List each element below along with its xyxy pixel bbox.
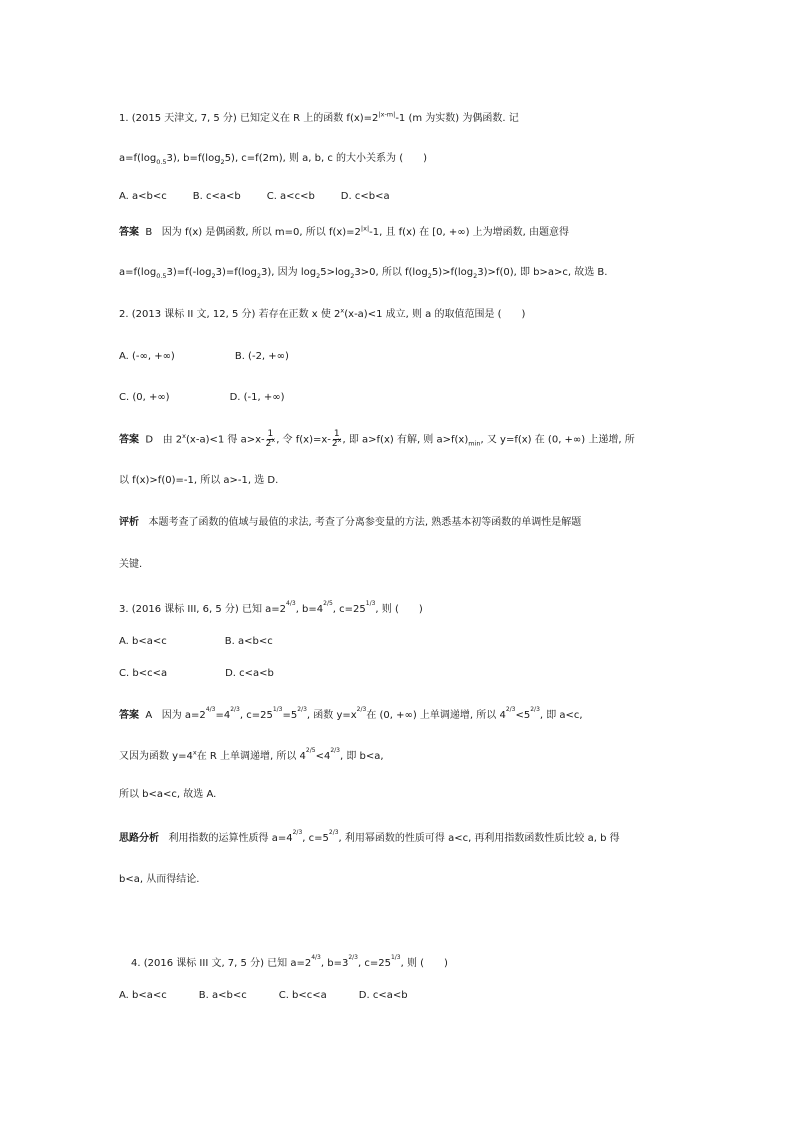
q2-answer-line1 [119,430,635,449]
text: , 令 f(x)=x- [276,434,331,446]
option-c: C. b<c<a [119,668,168,679]
option-c: C. b<c<a [278,990,327,1001]
q3-answer-line2 [119,747,384,765]
subscript: 2 [350,272,355,280]
option-a: A. b<a<c [119,990,167,1001]
text: 2 [265,439,272,449]
text: 3)=f(log [215,267,257,278]
subscript: min [468,439,481,448]
option-b: B. (-2, +∞) [234,351,289,362]
text: 以 f(x)>f(0)=-1, 所以 a>-1, 选 D. [119,475,279,486]
q2-answer-line2 [119,474,278,488]
exponent: 1/3 [272,706,283,713]
text: 5), c=f(2m), 则 a, b, c 的大小关系为 ( ) [224,153,427,164]
text: 在 R 上单调递增, 所以 4 [196,751,306,762]
fraction-numerator: 1 [333,429,340,439]
text: , 函数 y=x [306,710,357,721]
exponent: 2/5 [323,600,333,607]
fraction-denominator [265,436,276,449]
text: <4 [315,751,331,762]
q3-answer-line1 [119,706,583,724]
idea-label: 思路分析 [119,833,159,844]
exponent: 2/3 [356,706,367,713]
q1-stem-line2 [119,152,427,166]
text: (x-a)<1 成立, 则 a 的取值范围是 ( ) [344,309,526,320]
q3-idea-line2 [119,873,199,887]
text: 3>0, 所以 f(log [354,267,428,278]
q3-stem [119,600,423,618]
q1-answer-line1 [119,226,569,240]
option-a: A. (-∞, +∞) [119,351,175,362]
text: , 则 ( ) [375,604,423,615]
text: <5 [515,710,531,721]
answer-letter: D [145,434,154,446]
exponent: 2/3 [292,829,303,836]
option-d: D. c<b<a [340,191,390,202]
option-c: C. (0, +∞) [119,392,170,403]
option-a: A. b<a<c [119,636,167,647]
option-b: B. c<a<b [192,191,241,202]
text: 所以 b<a<c, 故选 A. [119,789,217,800]
exponent: 4/3 [205,706,216,713]
text: -1 (m 为实数) 为偶函数. 记 [395,113,519,124]
text: , c=25 [239,710,273,721]
text: , c=25 [357,958,391,969]
answer-label: 答案 [119,434,139,446]
option-d: D. (-1, +∞) [229,392,285,403]
option-a: A. a<b<c [119,191,167,202]
comment-label: 评析 [119,517,139,528]
text: 4. (2016 课标 III 文, 7, 5 分) 已知 a=2 [131,958,312,969]
text: 3), b=f(log [166,153,221,164]
q3-idea-line1 [119,829,620,847]
text: 3)=f(-log [166,267,212,278]
answer-letter: A [145,710,153,721]
text: -1, 且 f(x) 在 [0, +∞) 上为增函数, 由题意得 [369,227,570,238]
text: 5>log [320,267,351,278]
text: , 则 ( ) [400,958,448,969]
exponent: x [182,432,187,441]
fraction-denominator [331,436,342,449]
text: =5 [282,710,298,721]
text: 关键. [119,559,143,570]
exponent: 2/5 [305,747,316,754]
exponent: 2/3 [348,954,358,961]
option-b: B. a<b<c [198,990,247,1001]
text: 3), 因为 log [261,267,317,278]
q3-options-row1 [119,635,273,649]
exponent: x [192,748,197,757]
text: 3. (2016 课标 III, 6, 5 分) 已知 a=2 [119,604,287,615]
q1-stem-line1 [119,112,519,126]
q1-answer-line2 [119,266,607,280]
text: , 即 a>f(x) 有解, 则 a>f(x) [342,434,469,446]
q2-comment-line1 [119,516,581,530]
text: , 即 b<a, [339,751,384,762]
subscript: 2 [256,272,262,280]
option-c: C. a<c<b [266,191,315,202]
text: , 即 a<c, [539,710,583,721]
q2-options-row1 [119,350,289,364]
q4-stem [131,954,448,972]
exponent: 1/3 [390,954,401,961]
option-b: B. a<b<c [224,636,273,647]
text: , b=4 [295,604,324,615]
subscript: 2 [427,272,432,280]
text: 2 [331,439,338,449]
fraction-numerator: 1 [267,429,274,439]
subscript: 0.5 [156,158,167,166]
exponent: 2/3 [505,706,516,713]
exponent: 2/3 [530,706,540,713]
text: 1. (2015 天津文, 7, 5 分) 已知定义在 R 上的函数 f(x)=2 [119,113,379,124]
exponent: 4/3 [286,600,296,607]
exponent: 2/3 [328,829,339,836]
text: 2. (2013 课标 II 文, 12, 5 分) 若存在正数 x 使 2 [119,309,341,320]
text: =4 [215,710,231,721]
text: , 又 y=f(x) 在 (0, +∞) 上递增, 所 [480,434,635,446]
exponent: x [337,436,342,444]
answer-letter: B [145,227,153,238]
text: , c=5 [302,833,329,844]
subscript: 2 [316,272,321,280]
answer-label: 答案 [119,710,139,721]
q1-options [119,190,390,204]
text: 5)>f(log [431,267,474,278]
q2-comment-line2 [119,558,142,572]
text: 又因为函数 y=4 [119,751,193,762]
text: , 利用幂函数的性质可得 a<c, 再利用指数函数性质比较 a, b 得 [338,833,620,844]
exponent: |x-m| [378,110,396,119]
exponent: 2/3 [230,706,240,713]
text: 3)>f(0), 即 b>a>c, 故选 B. [477,267,608,278]
text: a=f(log [119,153,157,164]
exponent: x [271,436,276,444]
option-d: D. c<a<b [225,668,274,679]
text: 因为 a=2 [161,710,206,721]
text: 本题考查了函数的值域与最值的求法, 考查了分离参变量的方法, 熟悉基本初等函数的单调性是解题 [148,517,582,528]
q3-answer-line3 [119,788,216,802]
q2-stem [119,308,525,322]
q2-options-row2 [119,391,284,405]
text: 在 (0, +∞) 上单调递增, 所以 4 [366,710,506,721]
subscript: 2 [473,272,478,280]
q3-options-row2 [119,667,274,681]
text: 由 2 [162,434,183,446]
exponent: 2/3 [330,747,340,754]
q4-options [119,989,408,1003]
text: 利用指数的运算性质得 a=4 [168,833,293,844]
fraction [266,430,276,449]
text: , c=25 [332,604,366,615]
exponent: 2/3 [297,706,307,713]
fraction [332,430,342,449]
text: , b=3 [320,958,349,969]
text: b<a, 从而得结论. [119,874,200,885]
exponent: 1/3 [365,600,376,607]
subscript: 2 [211,272,216,280]
subscript: 2 [220,158,225,166]
text: 因为 f(x) 是偶函数, 所以 m=0, 所以 f(x)=2 [161,227,361,238]
exponent: |x| [360,224,370,233]
subscript: 0.5 [156,272,167,280]
answer-label: 答案 [119,227,139,238]
exponent: 4/3 [311,954,321,961]
option-d: D. c<a<b [358,990,408,1001]
text: (x-a)<1 得 a>x- [186,434,265,446]
text: a=f(log [119,267,157,278]
exponent: x [340,306,345,315]
